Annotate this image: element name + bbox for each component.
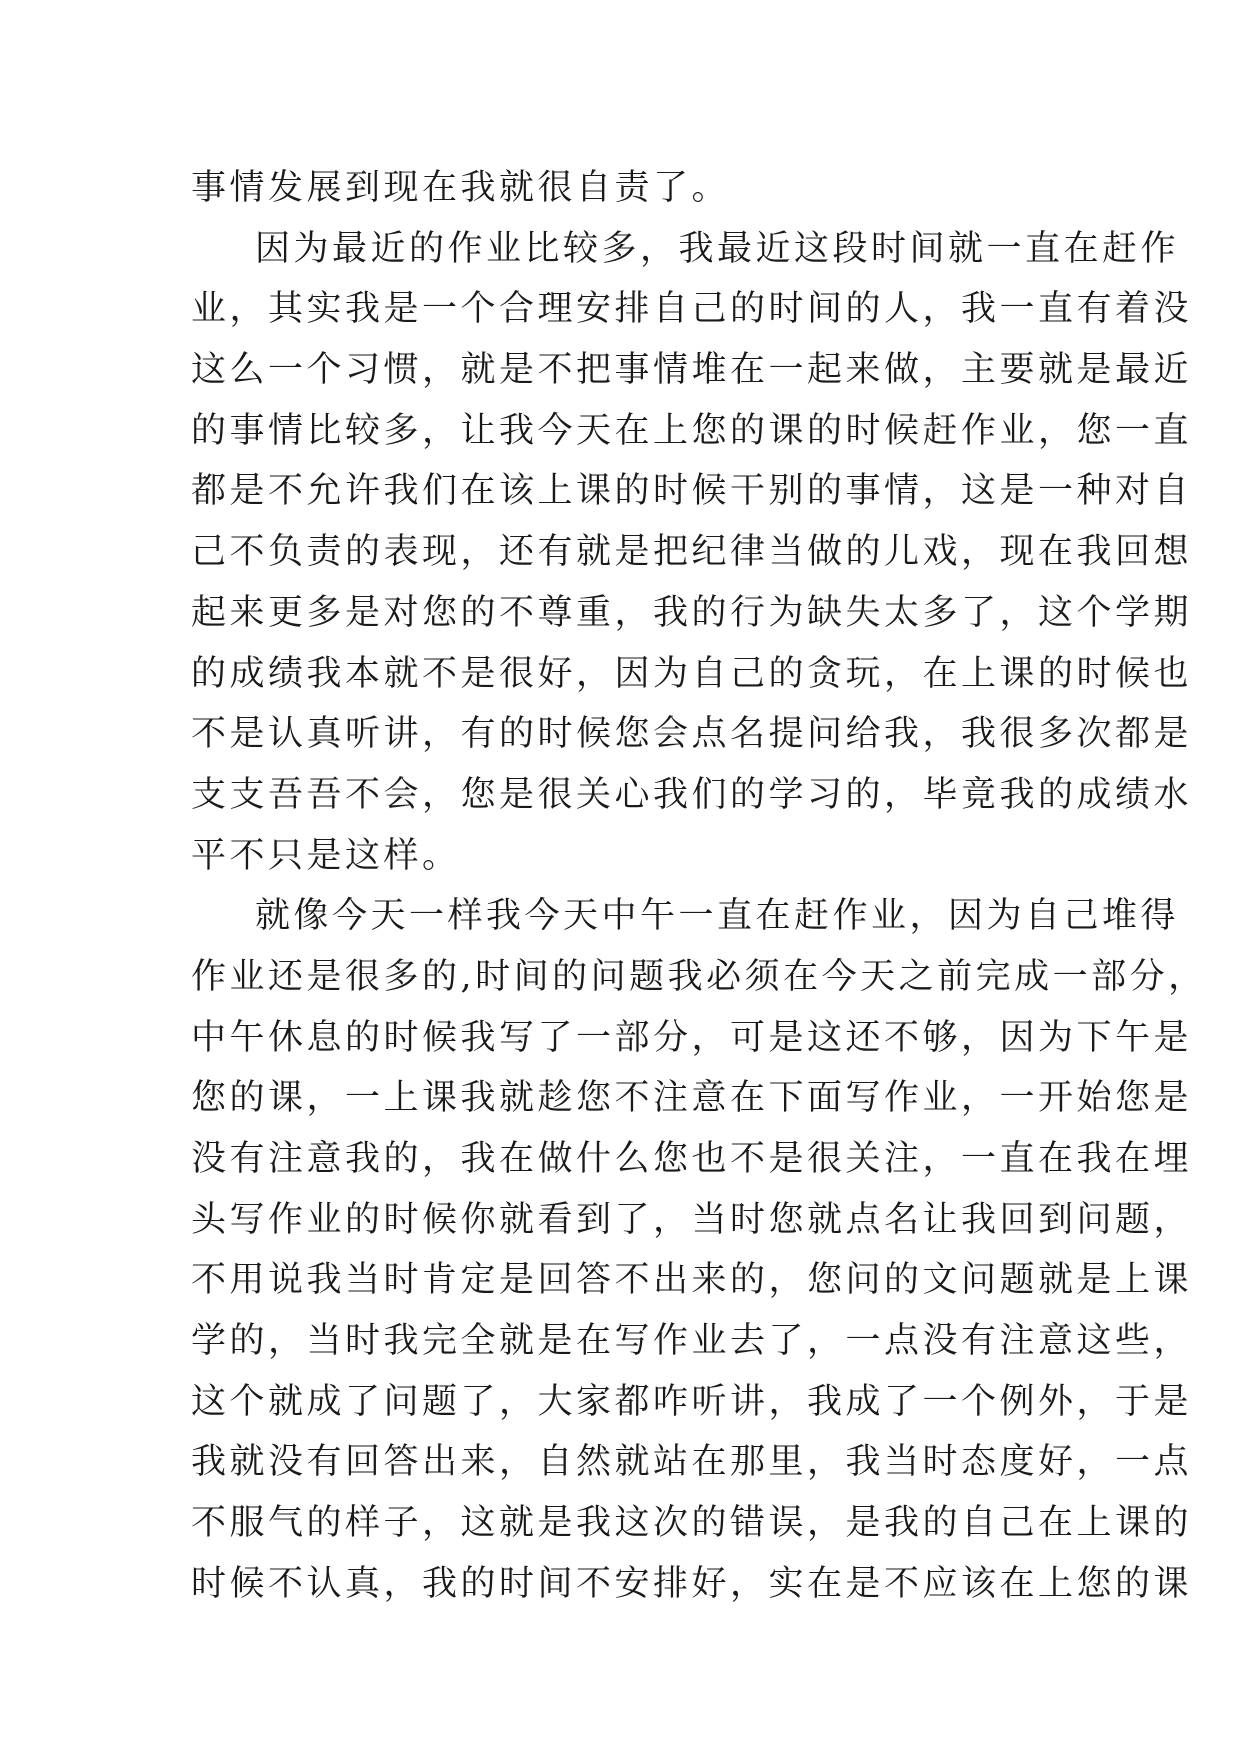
text-line: 头写作业的时候你就看到了，当时您就点名让我回到问题， [191, 1199, 1193, 1240]
text-line: 己不负责的表现，还有就是把纪律当做的儿戏，现在我回想 [191, 532, 1193, 573]
text-line: 平不只是这样。 [191, 835, 461, 876]
text-line: 时候不认真，我的时间不安排好，实在是不应该在上您的课 [191, 1563, 1193, 1604]
text-line: 不用说我当时肯定是回答不出来的，您问的文问题就是上课 [191, 1260, 1193, 1301]
text-line: 业，其实我是一个合理安排自己的时间的人，我一直有着没 [191, 289, 1193, 330]
text-line: 您的课，一上课我就趁您不注意在下面写作业，一开始您是 [191, 1078, 1193, 1119]
text-line: 不服气的样子，这就是我这次的错误，是我的自己在上课的 [191, 1503, 1193, 1544]
paragraph-first-line: 因为最近的作业比较多，我最近这段时间就一直在赶作 [255, 228, 1180, 269]
text-line: 这么一个习惯，就是不把事情堆在一起来做，主要就是最近 [191, 350, 1193, 391]
paragraph-first-line: 就像今天一样我今天中午一直在赶作业，因为自己堆得 [255, 896, 1180, 937]
text-line: 的成绩我本就不是很好，因为自己的贪玩，在上课的时候也 [191, 653, 1193, 694]
text-line: 学的，当时我完全就是在写作业去了，一点没有注意这些， [191, 1321, 1193, 1362]
text-line: 这个就成了问题了，大家都咋听讲，我成了一个例外，于是 [191, 1381, 1193, 1422]
body-text [191, 158, 1207, 1615]
text-line: 都是不允许我们在该上课的时候干别的事情，这是一种对自 [191, 471, 1193, 512]
text-line: 起来更多是对您的不尊重，我的行为缺失太多了，这个学期 [191, 592, 1193, 633]
text-line: 作业还是很多的,时间的问题我必须在今天之前完成一部分， [191, 956, 1207, 997]
text-line: 我就没有回答出来，自然就站在那里，我当时态度好，一点 [191, 1442, 1193, 1483]
text-line: 没有注意我的，我在做什么您也不是很关注，一直在我在埋 [191, 1139, 1193, 1179]
text-line: 支支吾吾不会，您是很关心我们的学习的，毕竟我的成绩水 [191, 774, 1193, 815]
text-line: 的事情比较多，让我今天在上您的课的时候赶作业，您一直 [191, 410, 1193, 451]
text-line: 不是认真听讲，有的时候您会点名提问给我，我很多次都是 [191, 714, 1193, 755]
text-line: 事情发展到现在我就很自责了。 [191, 168, 731, 208]
text-line: 中午休息的时候我写了一部分，可是这还不够，因为下午是 [191, 1017, 1193, 1058]
